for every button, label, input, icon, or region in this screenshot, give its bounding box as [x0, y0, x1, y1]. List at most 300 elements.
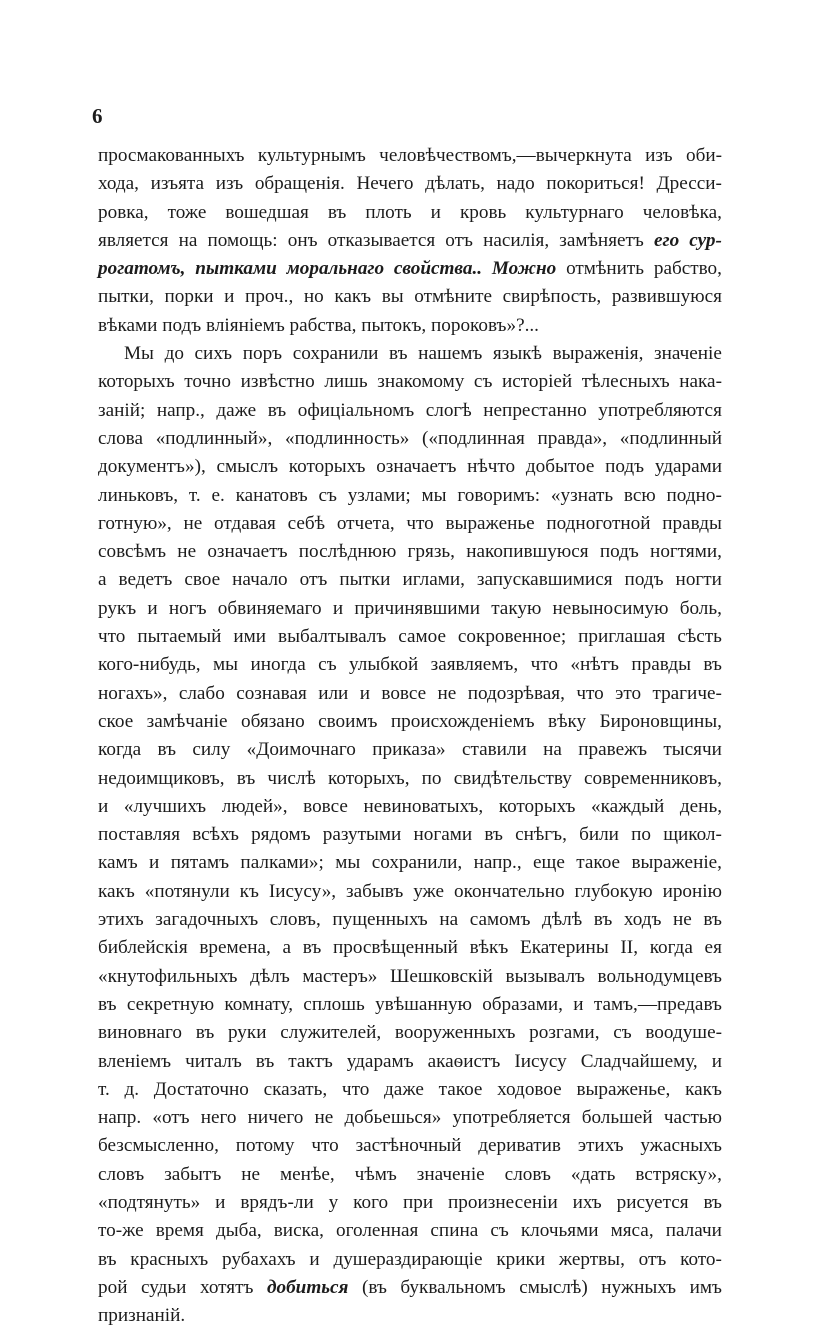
word: ударами [654, 456, 722, 478]
word: воодуше- [645, 1022, 722, 1044]
word: Дресси- [656, 173, 722, 195]
word: спина [430, 1220, 479, 1242]
text-line [98, 736, 722, 764]
word: онъ [287, 229, 318, 251]
word: узлами; [347, 484, 411, 506]
text-line [98, 1104, 722, 1132]
text-line [98, 680, 722, 708]
word: которыхъ [288, 456, 366, 478]
word: нѣчто [467, 456, 516, 478]
word: обязано [241, 710, 305, 732]
word: палачи [665, 1220, 722, 1242]
word: пытки [339, 569, 391, 591]
word: офиціальномъ [297, 399, 415, 421]
word: въ [703, 1191, 722, 1213]
word: замѣняетъ [559, 229, 644, 251]
text-line [98, 991, 722, 1019]
word: мяса, [610, 1220, 654, 1242]
word: съ [318, 654, 337, 676]
word: въ [255, 1050, 275, 1072]
word: помощь: [207, 229, 278, 251]
text-line [98, 1019, 722, 1047]
word: по [421, 767, 442, 789]
text-line [98, 566, 722, 594]
word: насилія, [483, 229, 550, 251]
word: означаетъ [376, 456, 457, 478]
word: клочьями [520, 1220, 599, 1242]
word: въ [327, 201, 347, 223]
word: въ [593, 909, 613, 931]
text-line [98, 170, 722, 198]
word: сѣсть [677, 626, 722, 648]
word: правды [662, 512, 722, 534]
word: свидѣтельству [453, 767, 572, 789]
word: Достаточно [153, 1078, 249, 1100]
word: акаѳистъ [427, 1050, 501, 1072]
text-line [98, 1189, 722, 1217]
text-line [98, 963, 722, 991]
word: Іисусу», [268, 880, 337, 902]
word: чѣмъ [354, 1163, 397, 1185]
word: даже [216, 399, 257, 421]
word: правда», [537, 427, 608, 449]
word: вошедшая [225, 201, 309, 223]
word: что [311, 1135, 339, 1157]
text-line [98, 651, 722, 679]
word: грязь, [407, 541, 455, 563]
word: судьи [141, 1276, 187, 1298]
word: на [543, 739, 562, 761]
word: и [430, 201, 441, 223]
word: плоть [365, 201, 412, 223]
word: глубокую [574, 880, 653, 902]
word: выраженіе, [631, 852, 722, 874]
word: недоимщиковъ, [98, 767, 225, 789]
word: день, [679, 795, 722, 817]
word: тѣлесныхъ [581, 371, 670, 393]
word: отдавая [213, 512, 276, 534]
word: ужасныхъ [640, 1135, 722, 1157]
text-line [98, 227, 722, 255]
emphasized-word: рогатомъ, [98, 258, 186, 280]
word: линьковъ, [98, 484, 179, 506]
word: непрестанно [483, 399, 587, 421]
word: т. [188, 484, 201, 506]
word: (въ [361, 1276, 387, 1298]
word: большей [581, 1107, 653, 1129]
word: палками»; [240, 852, 324, 874]
word: въ [195, 1022, 215, 1044]
word: что [530, 654, 558, 676]
word: потому [235, 1135, 295, 1157]
word: встряску», [635, 1163, 722, 1185]
word: напр., [156, 399, 205, 421]
word: въ [703, 654, 722, 676]
text-line [98, 623, 722, 651]
word: Сладчайшему, [580, 1050, 698, 1072]
word: кого-нибудь, [98, 654, 201, 676]
word: иногда [250, 654, 306, 676]
emphasized-word: его [653, 229, 680, 251]
word: которыхъ, [328, 767, 410, 789]
text-line [98, 765, 722, 793]
word: послѣднюю [298, 541, 397, 563]
word: значеніе [654, 343, 722, 365]
word: покориться! [546, 173, 645, 195]
word: по [631, 824, 651, 846]
word: него [200, 1107, 237, 1129]
word: мы [212, 654, 239, 676]
word: нака- [679, 371, 722, 393]
word: при [402, 1191, 434, 1213]
word: самое [398, 626, 446, 648]
word: рукъ [98, 597, 137, 619]
word: пущенныхъ [332, 909, 428, 931]
word: образами, [482, 993, 563, 1015]
word: д. [124, 1078, 140, 1100]
word: а [98, 569, 107, 591]
word: «потянули [144, 880, 230, 902]
word: человѣчествомъ,—вычеркнута [379, 145, 632, 166]
word: которыхъ [498, 795, 576, 817]
word: хотятъ [199, 1276, 254, 1298]
word: «Доимочнаго [246, 739, 356, 761]
word: сокровенное; [457, 626, 567, 648]
word: не [437, 682, 457, 704]
word: сохранили [292, 343, 379, 365]
word: ударамъ [346, 1050, 414, 1072]
word: имъ [689, 1276, 722, 1298]
word: щикол- [663, 824, 722, 846]
word: частью [663, 1107, 722, 1129]
word: застѣночный [355, 1135, 462, 1157]
text-line [98, 199, 722, 227]
word: «лучшихъ [123, 795, 207, 817]
text-line [98, 1076, 722, 1104]
word: и [359, 682, 370, 704]
emphasized-word: пытками [195, 258, 277, 280]
text-line [98, 1274, 722, 1302]
word: вліяніемъ [206, 314, 285, 336]
word: когда [649, 937, 693, 959]
word: свирѣпость, [502, 286, 602, 308]
text-line [98, 425, 722, 453]
word: вѣкъ [469, 937, 509, 959]
word: кото- [680, 1248, 722, 1270]
word: а [282, 937, 292, 959]
word: проч., [245, 286, 294, 308]
word: комнату, [224, 993, 293, 1015]
page-number: 6 [92, 104, 103, 128]
word: подозрѣвая, [467, 682, 565, 704]
word: точно [184, 371, 232, 393]
word: отказывается [327, 229, 436, 251]
word: загадочныхъ [155, 909, 259, 931]
word: означаетъ [207, 541, 288, 563]
word: въ [267, 399, 287, 421]
word: признаній. [98, 1305, 186, 1327]
body-text [98, 142, 722, 1330]
text-line [98, 510, 722, 538]
text-line [98, 821, 722, 849]
word: секретную [126, 993, 215, 1015]
word: пытки, [98, 286, 154, 308]
word: «подлинный», [155, 427, 273, 449]
word: напр. [98, 1107, 142, 1129]
word: дѣлъ [250, 965, 290, 987]
word: надо [496, 173, 535, 195]
word: правды [631, 654, 691, 676]
word: ничего [247, 1107, 304, 1129]
word: изъ [645, 145, 673, 166]
word: забывъ [346, 880, 404, 902]
word: тоже [167, 201, 207, 223]
word: ногами [413, 824, 473, 846]
word: выраженье [445, 512, 535, 534]
text-line [98, 482, 722, 510]
word: просмакованныхъ [98, 145, 245, 166]
word: библейскія [98, 937, 188, 959]
word: въ [302, 937, 322, 959]
word: такую [491, 597, 542, 619]
word: невыносимую [552, 597, 669, 619]
text-line [98, 453, 722, 481]
word: этихъ [577, 1135, 624, 1157]
word: рисуется [616, 1191, 689, 1213]
word: боль, [679, 597, 722, 619]
word: менѣе, [280, 1163, 335, 1185]
word: ставили [461, 739, 527, 761]
word: ходъ [623, 909, 662, 931]
word: употребляется [452, 1107, 571, 1129]
word: выраженье, [576, 1078, 671, 1100]
word: вооруженныхъ [394, 1022, 516, 1044]
word: въ [389, 343, 408, 365]
word: и [149, 852, 160, 874]
word: оби- [685, 145, 722, 166]
word: камъ [98, 852, 138, 874]
word: окончательно [454, 880, 565, 902]
word: подноготной [546, 512, 651, 534]
text-line [98, 878, 722, 906]
word: даже [384, 1078, 424, 1100]
word: просвѣщенный [332, 937, 458, 959]
word: вы [381, 286, 404, 308]
word: тысячи [663, 739, 722, 761]
word: вѣками [98, 314, 158, 336]
word: виска, [273, 1220, 324, 1242]
text-line [98, 708, 722, 736]
word: сихъ [194, 343, 233, 365]
word: причинявшими [354, 597, 480, 619]
word: но [303, 286, 324, 308]
word: исторіей [501, 371, 573, 393]
word: кровь [459, 201, 507, 223]
word: человѣка, [642, 201, 722, 223]
word: ногти [675, 569, 722, 591]
word: читалъ [185, 1050, 242, 1072]
word: является [98, 229, 169, 251]
text-line [98, 1132, 722, 1160]
word: и [147, 597, 158, 619]
word: сознавая [236, 682, 307, 704]
word: разутыми [322, 824, 402, 846]
word: заявляемъ, [430, 654, 519, 676]
word: Шешковскій [389, 965, 493, 987]
word: этихъ [98, 909, 144, 931]
word: употребляются [598, 399, 722, 421]
word: происхожденіемъ [390, 710, 535, 732]
word: до [164, 343, 184, 365]
word: подъ [599, 541, 639, 563]
word: вовсе [381, 682, 427, 704]
word: иронію [662, 880, 722, 902]
word: е. [211, 484, 225, 506]
word: приказа» [372, 739, 446, 761]
word: лишь [324, 371, 368, 393]
word: въ [236, 767, 256, 789]
word: добытое [525, 456, 595, 478]
text-line [98, 142, 722, 170]
text-line [98, 1217, 722, 1245]
word: свое [184, 569, 221, 591]
word: «подтянуть» [98, 1191, 201, 1213]
word: ногъ [168, 597, 207, 619]
word: красныхъ [130, 1248, 209, 1270]
word: въ [98, 1248, 117, 1270]
word: сказать, [263, 1078, 328, 1100]
word: съ [473, 371, 493, 393]
word: что [98, 626, 126, 648]
word: улыбкой [349, 654, 419, 676]
word: подъ [624, 569, 664, 591]
word: II, [620, 937, 638, 959]
word: «отъ [152, 1107, 190, 1129]
word: себѣ [287, 512, 326, 534]
word: документъ»), [98, 456, 206, 478]
word: слабо [178, 682, 225, 704]
word: и [711, 1050, 722, 1072]
word: хода, [98, 173, 139, 195]
word: уже [413, 880, 445, 902]
word: говоримъ: [457, 484, 541, 506]
word: пороковъ»?... [430, 314, 539, 336]
word: выбалтывалъ [278, 626, 387, 648]
word: своимъ [318, 710, 378, 732]
word: ихъ [572, 1191, 602, 1213]
word: словъ, [269, 909, 321, 931]
text-line [98, 340, 722, 368]
word: «подлинность» [284, 427, 410, 449]
word: Іисусу [514, 1050, 567, 1072]
word: Нечего [356, 173, 414, 195]
word: всѣхъ [192, 824, 239, 846]
word: къ [239, 880, 259, 902]
word: что [576, 682, 604, 704]
word: современниковъ, [584, 767, 722, 789]
word: «нѣтъ [570, 654, 619, 676]
word: пытаемый [137, 626, 222, 648]
word: самомъ [469, 909, 531, 931]
word: сохранили, [371, 852, 463, 874]
word: нужныхъ [601, 1276, 677, 1298]
word: на [439, 909, 459, 931]
word: съ [490, 1220, 509, 1242]
text-line [98, 1246, 722, 1274]
word: не [177, 541, 197, 563]
word: какъ [98, 880, 135, 902]
word: нашемъ [418, 343, 483, 365]
word: пытокъ, [361, 314, 427, 336]
word: подъ [605, 456, 645, 478]
word: готную», [98, 512, 172, 534]
word: и [573, 993, 584, 1015]
word: подъ [162, 314, 202, 336]
word: это [615, 682, 642, 704]
word: поставляя [98, 824, 181, 846]
word: «узнать [550, 484, 614, 506]
word: съ [613, 1022, 632, 1044]
word: что [341, 1078, 370, 1100]
word: на [178, 229, 198, 251]
text-line [98, 906, 722, 934]
word: заній; [98, 399, 146, 421]
word: душераздирающіе [333, 1248, 483, 1270]
word: развившуюся [611, 286, 722, 308]
text-line [98, 312, 722, 340]
text-line [98, 1161, 722, 1189]
word: мы [421, 484, 447, 506]
text-line [98, 255, 722, 283]
word: вызывалъ [505, 965, 585, 987]
word: ея [704, 937, 722, 959]
word: числѣ [267, 767, 316, 789]
word: обращенія. [254, 173, 345, 195]
word: такое [576, 852, 621, 874]
word: буквальномъ [400, 1276, 506, 1298]
word: людей», [221, 795, 288, 817]
word: вленіемъ [98, 1050, 172, 1072]
word: увѣшанную [375, 993, 472, 1015]
word: поръ [242, 343, 283, 365]
word: иглами, [402, 569, 465, 591]
word: и [332, 597, 344, 619]
word: «кнутофильныхъ [98, 965, 238, 987]
word: замѣчаніе [146, 710, 228, 732]
word: и [224, 286, 235, 308]
word: извѣстно [240, 371, 315, 393]
text-line [98, 397, 722, 425]
word: отмѣните [414, 286, 492, 308]
word: розгами, [529, 1022, 600, 1044]
word: отъ [638, 1248, 667, 1270]
word: дериватив [478, 1135, 561, 1157]
word: и [98, 795, 109, 817]
word: рубахахъ [221, 1248, 296, 1270]
word: какъ [685, 1078, 722, 1100]
word: накопившуюся [466, 541, 589, 563]
text-line [98, 793, 722, 821]
word: дѣлать, [425, 173, 485, 195]
emphasized-word: моральнаго [286, 258, 385, 280]
word: («подлинная [422, 427, 525, 449]
word: языкѣ [492, 343, 542, 365]
text-line [98, 934, 722, 962]
word: напр., [473, 852, 522, 874]
word: Екатерины [520, 937, 609, 959]
word: «дать [570, 1163, 616, 1185]
word: вѣку [548, 710, 587, 732]
